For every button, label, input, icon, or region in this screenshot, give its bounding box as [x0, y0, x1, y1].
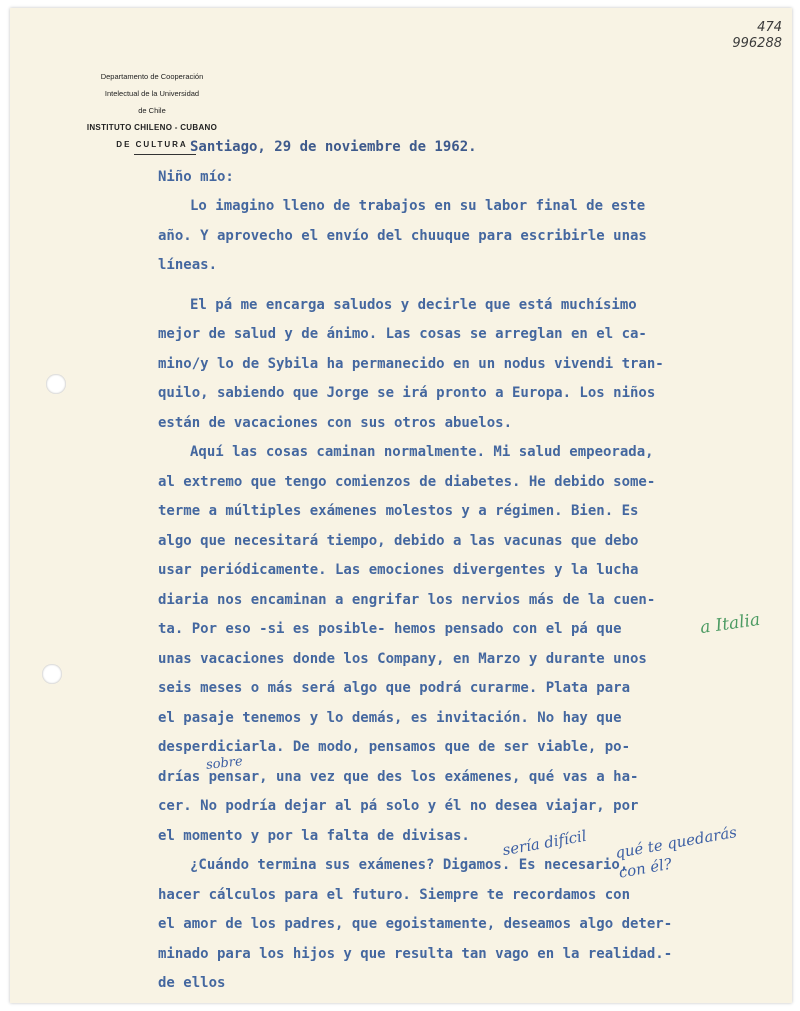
letter-line: terme a múltiples exámenes molestos y a régimen. Bien. Es [158, 503, 639, 519]
letter-line: El pá me encarga saludos y decirle que está muchísimo [190, 296, 637, 313]
letterhead-culture: DE CULTURA [116, 140, 188, 149]
letter-line: al extremo que tengo comienzos de diabetes. He debido some- [158, 473, 656, 490]
annotation-sera-dificil: sería difícil [501, 826, 588, 860]
letter-line: el pasaje tenemos y lo demás, es invitación. No hay que [158, 709, 622, 726]
archive-code: 996288 [732, 36, 782, 51]
letterhead-line: de Chile [138, 106, 166, 115]
letter-line: año. Y aprovecho el envío del chuuque para escribirle unas [158, 227, 647, 244]
letter-line: el amor de los padres, que egoistamente, deseamos algo deter- [158, 916, 673, 932]
letter-line: cer. No podría dejar al pá solo y él no desea viajar, por [158, 798, 639, 814]
letter-line: de ellos [158, 975, 226, 991]
letter-line: seis meses o más será algo que podrá curarme. Plata para [158, 680, 631, 696]
letter-line: el momento y por la falta de divisas. [158, 827, 470, 844]
annotation-quedaras: qué te quedarás con él? [613, 822, 739, 882]
letter-line: hacer cálculos para el futuro. Siempre te recordamos con [158, 886, 631, 903]
annotation-sobre: sobre [205, 754, 244, 773]
letter-line: mino/y lo de Sybila ha permanecido en un nodus vivendi tran- [158, 355, 664, 372]
letter-line: ¿Cuándo termina sus exámenes? Digamos. Es necesario, [190, 857, 629, 873]
archive-number: 474 [757, 20, 782, 35]
punch-hole-bottom [42, 664, 62, 684]
letter-line: están de vacaciones con sus otros abuelos. [158, 414, 513, 431]
letterhead-line: Departamento de Cooperación [100, 72, 204, 81]
letter-line: drías pensar, una vez que des los exámenes, qué vas a ha- [158, 768, 639, 785]
letter-line: desperdiciarla. De modo, pensamos que de ser viable, po- [158, 739, 631, 755]
letter-page [10, 8, 792, 1003]
letter-line: mejor de salud y de ánimo. Las cosas se arreglan en el ca- [158, 326, 647, 342]
letter-line: Lo imagino lleno de trabajos en su labor final de este [190, 198, 646, 214]
letter-line: unas vacaciones donde los Company, en Marzo y durante unos [158, 650, 647, 667]
letterhead-line: Intelectual de la Universidad [104, 89, 200, 98]
letter-line: algo que necesitará tiempo, debido a las vacunas que debo [158, 532, 639, 549]
archive-stamp [732, 20, 782, 52]
punch-hole-top [46, 374, 66, 394]
letter-line: quilo, sabiendo que Jorge se irá pronto a Europa. Los niños [158, 385, 656, 401]
letter-line: ta. Por eso -si es posible- hemos pensado con el pá que [158, 621, 622, 637]
letter-line: diaria nos encaminan a engrifar los nervios más de la cuen- [158, 591, 656, 608]
letter-line: líneas. [158, 257, 218, 273]
letter-line: usar periódicamente. Las emociones divergentes y la lucha [158, 562, 639, 578]
letterhead-institute: INSTITUTO CHILENO - CUBANO [86, 123, 218, 132]
annotation-italia: a Italia [698, 609, 762, 639]
salutation: Niño mío: [158, 168, 234, 185]
letter-date: Santiago, 29 de noviembre de 1962. [190, 139, 477, 155]
letter-line: minado para los hijos y que resulta tan vago en la realidad.- [158, 945, 673, 962]
letter-line: Aquí las cosas caminan normalmente. Mi salud empeorada, [190, 444, 654, 460]
